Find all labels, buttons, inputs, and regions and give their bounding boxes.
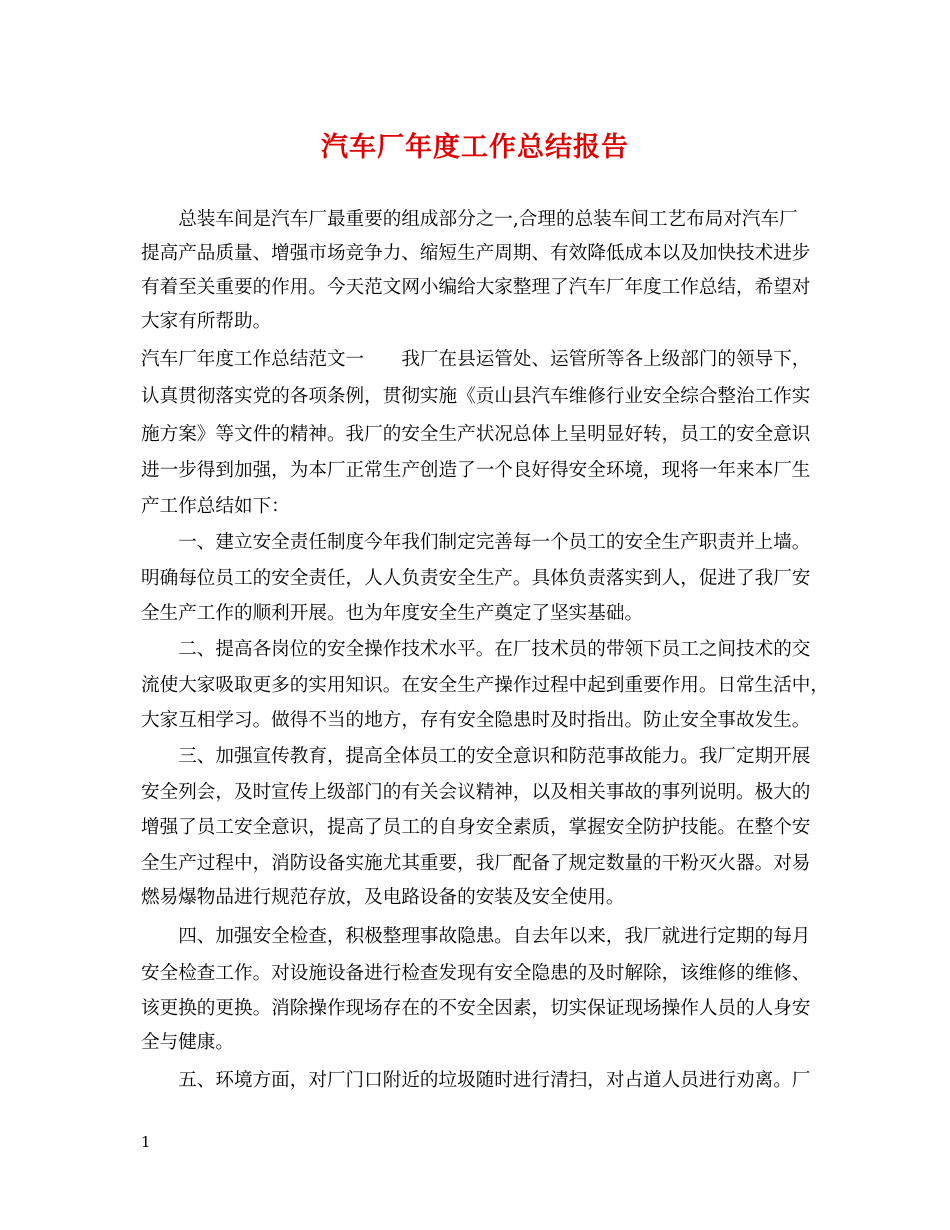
body-line: 施方案》等文件的精神。我厂的安全生产状况总体上呈明显好转，员工的安全意识 bbox=[141, 424, 811, 445]
page-number: 1 bbox=[141, 1133, 151, 1151]
body-line: 增强了员工安全意识，提高了员工的自身安全素质，掌握安全防护技能。在整个安 bbox=[141, 817, 811, 838]
body-line: 四、加强安全检查，积极整理事故隐患。自去年以来，我厂就进行定期的每月 bbox=[141, 926, 811, 947]
body-line: 五、环境方面，对厂门口附近的垃圾随时进行清扫，对占道人员进行劝离。厂 bbox=[141, 1070, 811, 1091]
body-line: 一、建立安全责任制度今年我们制定完善每一个员工的安全生产职责并上墙。 bbox=[141, 532, 811, 553]
body-line: 三、加强宣传教育，提高全体员工的安全意识和防范事故能力。我厂定期开展 bbox=[141, 746, 811, 767]
body-line: 安全列会，及时宣传上级部门的有关会议精神，以及相关事故的事列说明。极大的 bbox=[141, 782, 811, 803]
body-line: 大家有所帮助。 bbox=[141, 311, 272, 332]
body-line: 全生产过程中，消防设备实施尤其重要，我厂配备了规定数量的干粉灭火器。对易 bbox=[141, 853, 811, 874]
document-title: 汽车厂年度工作总结报告 bbox=[321, 132, 629, 163]
body-line: 进一步得到加强，为本厂正常生产创造了一个良好得安全环境，现将一年来本厂生 bbox=[141, 460, 811, 481]
body-line: 流使大家吸取更多的实用知识。在安全生产操作过程中起到重要作用。日常生活中， bbox=[141, 675, 829, 696]
body-line: 安全检查工作。对设施设备进行检查发现有安全隐患的及时解除，该维修的维修、 bbox=[141, 963, 811, 984]
body-line: 提高产品质量、增强市场竞争力、缩短生产周期、有效降低成本以及加快技术进步 bbox=[141, 243, 811, 264]
body-line: 汽车厂年度工作总结范文一 我厂在县运管处、运管所等各上级部门的领导下， bbox=[141, 349, 811, 370]
body-line: 有着至关重要的作用。今天范文网小编给大家整理了汽车厂年度工作总结，希望对 bbox=[141, 277, 811, 298]
body-line: 认真贯彻落实党的各项条例，贯彻实施《贡山县汽车维修行业安全综合整治工作实 bbox=[141, 386, 811, 407]
body-line: 全生产工作的顺利开展。也为年度安全生产奠定了坚实基础。 bbox=[141, 603, 644, 624]
body-line: 产工作总结如下： bbox=[141, 496, 290, 517]
body-line: 全与健康。 bbox=[141, 1032, 234, 1053]
body-line: 总装车间是汽车厂最重要的组成部分之一,合理的总装车间工艺布局对汽车厂 bbox=[141, 209, 798, 230]
body-line: 燃易爆物品进行规范存放，及电路设备的安装及安全使用。 bbox=[141, 887, 625, 908]
body-line: 大家互相学习。做得不当的地方，存有安全隐患时及时指出。防止安全事故发生。 bbox=[141, 710, 811, 731]
body-line: 该更换的更换。消除操作现场存在的不安全因素，切实保证现场操作人员的人身安 bbox=[141, 998, 811, 1019]
body-line: 明确每位员工的安全责任，人人负责安全生产。具体负责落实到人，促进了我厂安 bbox=[141, 568, 811, 589]
body-line: 二、提高各岗位的安全操作技术水平。在厂技术员的带领下员工之间技术的交 bbox=[141, 639, 811, 660]
